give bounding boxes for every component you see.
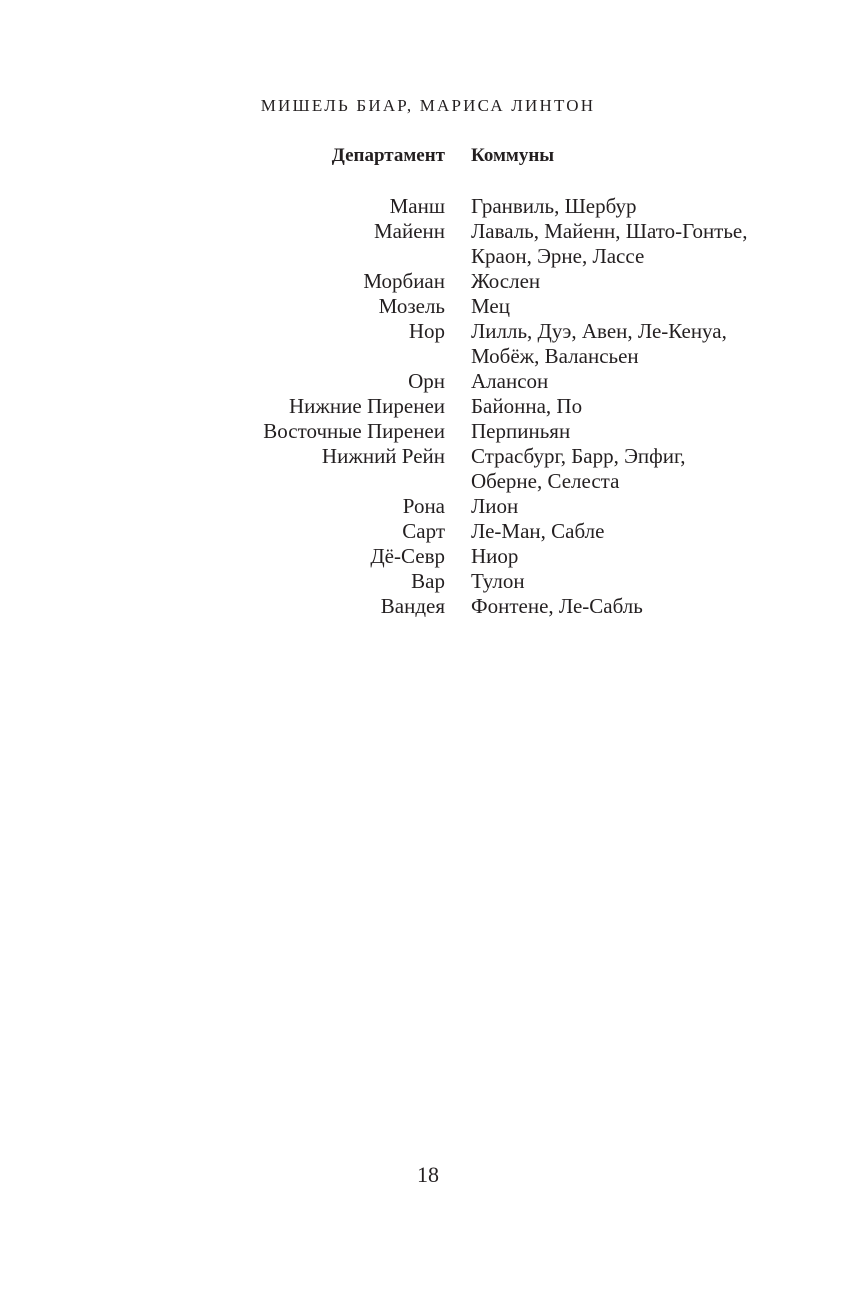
table-row: [0, 494, 856, 519]
department-name: Нижний Рейн: [321, 444, 445, 468]
department-name: [0, 244, 445, 269]
communes-list: Лилль, Дуэ, Авен, Ле-Кенуа,: [471, 319, 727, 343]
table-row: [0, 219, 856, 244]
communes-list: Оберне, Селеста: [471, 469, 620, 493]
department-name: Нор: [408, 319, 445, 343]
table-row: [0, 544, 856, 569]
table-row: [0, 419, 856, 444]
department-name: Дё-Севр: [370, 544, 445, 568]
department-name: Морбиан: [363, 269, 445, 293]
table-row: [0, 519, 856, 544]
communes-list: Фонтене, Ле-Сабль: [471, 594, 643, 618]
table-row: [0, 369, 856, 394]
department-name: Майенн: [373, 219, 445, 243]
communes-list: Лион: [471, 494, 519, 518]
department-name: Мозель: [378, 294, 445, 318]
table-row: [0, 569, 856, 594]
table-header: [0, 145, 856, 171]
communes-list: Перпиньян: [471, 419, 571, 443]
department-name: Рона: [402, 494, 445, 518]
department-name: Нижние Пиренеи: [289, 394, 445, 418]
department-column-header: Департамент: [331, 145, 445, 166]
department-name: Сарт: [402, 519, 445, 543]
department-name: Вандея: [380, 594, 445, 618]
communes-list: Ле-Ман, Сабле: [471, 519, 605, 543]
communes-list: Байонна, По: [471, 394, 583, 418]
department-name: Манш: [389, 194, 445, 218]
communes-column-header: Коммуны: [471, 145, 555, 166]
table-row: [0, 269, 856, 294]
communes-list: Краон, Эрне, Лассе: [471, 244, 645, 268]
communes-list: Алансон: [471, 369, 549, 393]
table-row: [0, 394, 856, 419]
department-name: Вар: [411, 569, 445, 593]
communes-list: Ниор: [471, 544, 519, 568]
communes-table: [0, 194, 856, 619]
department-name: [0, 469, 445, 494]
page-number: 18: [417, 1162, 439, 1187]
table-row: [0, 294, 856, 319]
table-row: [0, 594, 856, 619]
communes-list: Страсбург, Барр, Эпфиг,: [471, 444, 686, 468]
running-head: МИШЕЛЬ БИАР, МАРИСА ЛИНТОН: [260, 96, 596, 115]
table-row: [0, 194, 856, 219]
communes-list: Тулон: [471, 569, 525, 593]
communes-list: Жослен: [471, 269, 541, 293]
table-row: [0, 319, 856, 344]
table-row: [0, 244, 856, 269]
department-name: [0, 344, 445, 369]
communes-list: Мобёж, Валансьен: [471, 344, 639, 368]
department-name: Восточные Пиренеи: [263, 419, 445, 443]
table-row: [0, 469, 856, 494]
communes-list: Гранвиль, Шербур: [471, 194, 637, 218]
table-row: [0, 344, 856, 369]
communes-list: Мец: [471, 294, 510, 318]
department-name: Орн: [408, 369, 445, 393]
communes-list: Лаваль, Майенн, Шато-Гонтье,: [471, 219, 748, 243]
table-row: [0, 444, 856, 469]
